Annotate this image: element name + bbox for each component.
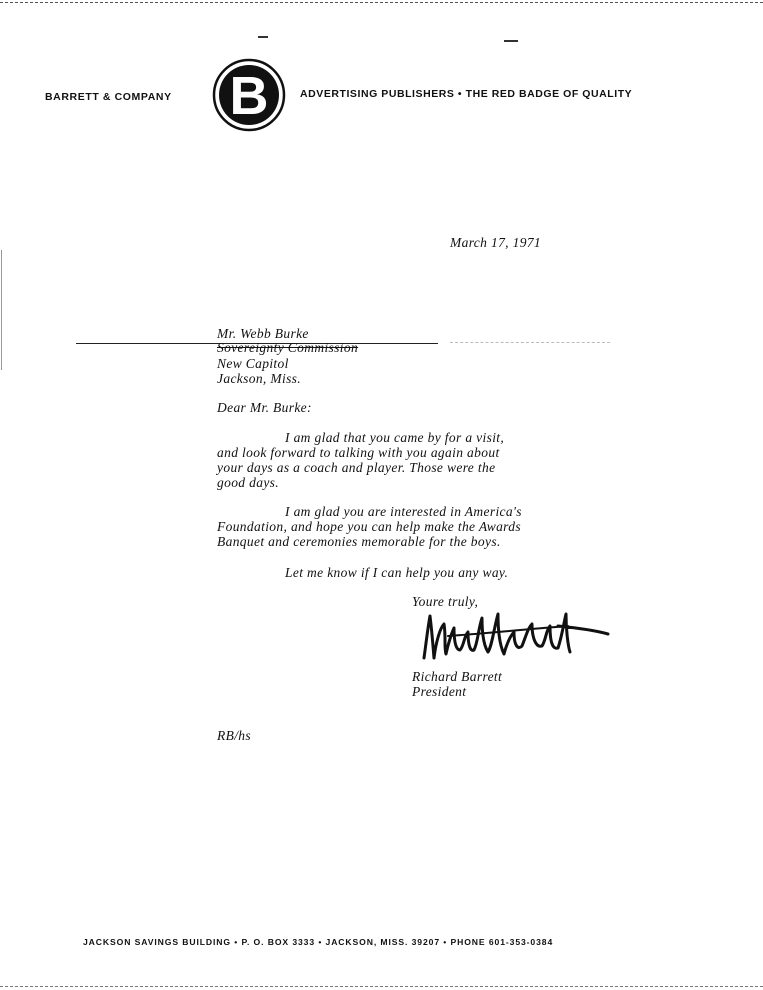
- paragraph2-line: I am glad you are interested in America's: [285, 504, 522, 519]
- company-logo: [212, 58, 286, 132]
- faint-rule: [450, 342, 610, 343]
- recipient-city: Jackson, Miss.: [217, 371, 302, 386]
- salutation: Dear Mr. Burke:: [217, 400, 312, 415]
- scan-speck: [504, 40, 518, 42]
- paragraph3: Let me know if I can help you any way.: [285, 565, 509, 580]
- scan-edge-bottom: [0, 986, 763, 987]
- logo-letter: B: [229, 66, 269, 126]
- scan-edge-left: [1, 250, 2, 370]
- company-tagline: ADVERTISING PUBLISHERS • THE RED BADGE OF QUALITY: [300, 88, 633, 100]
- paragraph1-line: good days.: [217, 475, 279, 490]
- recipient-building: New Capitol: [217, 356, 289, 371]
- footer-address: JACKSON SAVINGS BUILDING • P. O. BOX 3333 • JACKSON, MISS. 39207 • PHONE 601-353-0384: [83, 937, 554, 947]
- signer-title: President: [412, 684, 467, 699]
- recipient-name: Mr. Webb Burke: [217, 326, 309, 341]
- signer-name: Richard Barrett: [412, 669, 503, 684]
- paragraph2-line: Foundation, and hope you can help make the Awards: [217, 519, 521, 534]
- handwritten-signature: [418, 606, 610, 676]
- recipient-organization: Sovereignty Commission: [217, 340, 359, 355]
- paragraph2-line: Banquet and ceremonies memorable for the boys.: [217, 534, 501, 549]
- paragraph1-line: I am glad that you came by for a visit,: [285, 430, 505, 445]
- paragraph1-line: your days as a coach and player. Those were the: [217, 460, 496, 475]
- paragraph1-line: and look forward to talking with you again about: [217, 445, 500, 460]
- company-name: BARRETT & COMPANY: [45, 91, 172, 103]
- closing: Youre truly,: [412, 594, 479, 609]
- letter-date: March 17, 1971: [450, 235, 542, 250]
- scan-speck: [258, 36, 268, 38]
- typist-initials: RB/hs: [217, 728, 251, 743]
- scan-edge-top: [0, 2, 763, 3]
